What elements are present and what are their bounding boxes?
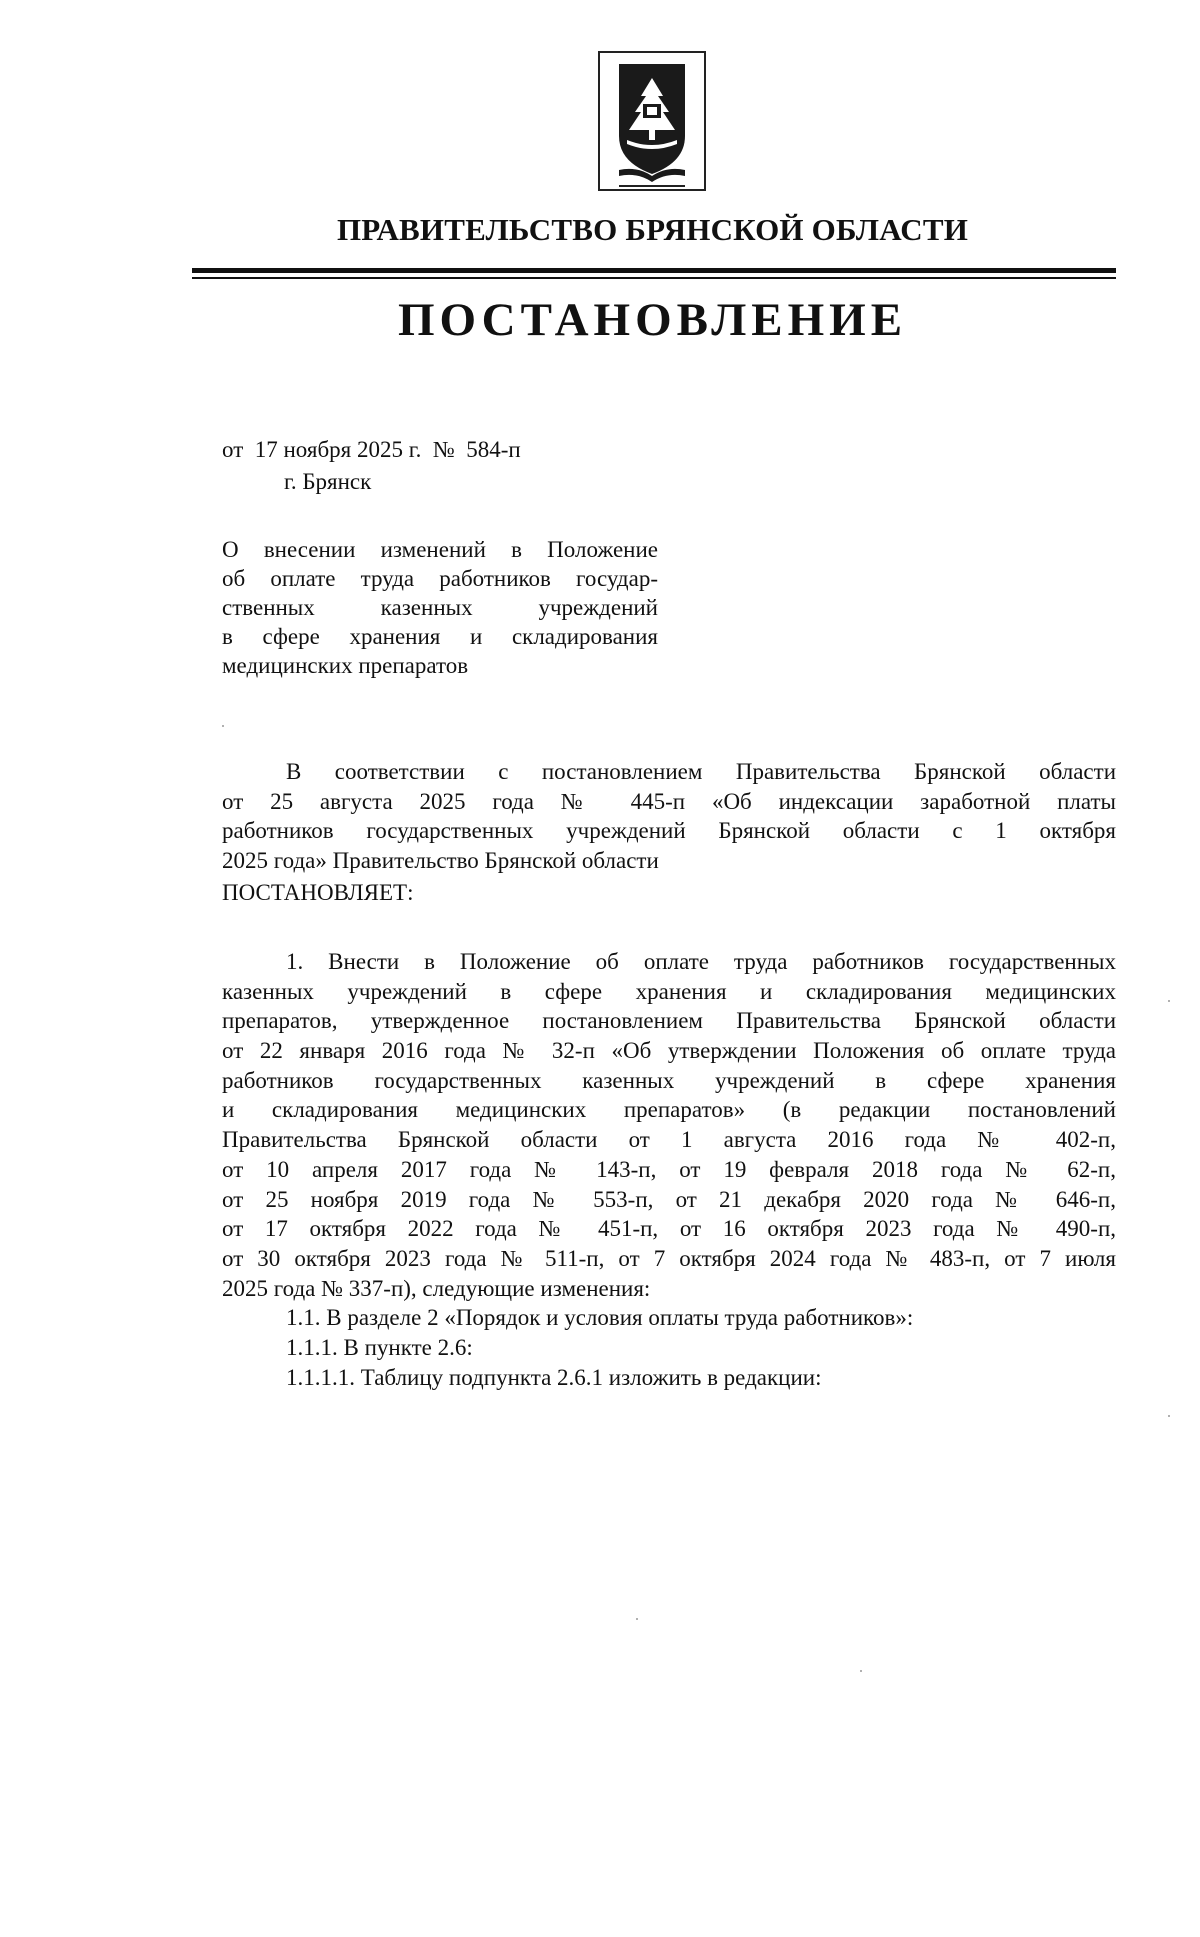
item-1-line: от 30 октября 2023 года № 511-п, от 7 октября 2024 года № 483-п, от 7 июля bbox=[222, 1245, 1116, 1271]
header-rule-thin bbox=[192, 277, 1116, 279]
item-1-line: от 10 апреля 2017 года № 143-п, от 19 февраля 2018 года № 62-п, bbox=[222, 1156, 1116, 1182]
document-type-heading: ПОСТАНОВЛЕНИЕ bbox=[397, 294, 908, 346]
document-subject bbox=[222, 535, 658, 680]
organization-title: ПРАВИТЕЛЬСТВО БРЯНСКОЙ ОБЛАСТИ bbox=[336, 212, 969, 247]
subject-line: О внесении изменений в Положение bbox=[222, 537, 658, 562]
scan-speck bbox=[1168, 1000, 1170, 1002]
preamble-line: В соответствии с постановлением Правительства Брянской области bbox=[286, 759, 1116, 784]
item-1-line: от 25 ноября 2019 года № 553-п, от 21 декабря 2020 года № 646-п, bbox=[222, 1186, 1116, 1212]
preamble-line: от 25 августа 2025 года № 445-п «Об индексации заработной платы bbox=[222, 788, 1116, 814]
scan-speck bbox=[860, 1670, 862, 1672]
item-1-line: от 17 октября 2022 года № 451-п, от 16 октября 2023 года № 490-п, bbox=[222, 1216, 1116, 1242]
item-1-line: Правительства Брянской области от 1 августа 2016 года № 402-п, bbox=[222, 1127, 1116, 1153]
subject-line: в сфере хранения и складирования bbox=[222, 624, 658, 649]
subject-line: об оплате труда работников государ- bbox=[222, 566, 658, 591]
header-rule-thick bbox=[192, 268, 1116, 273]
sub-item-line: 1.1.1.1. Таблицу подпункта 2.6.1 изложить в редакции: bbox=[286, 1364, 822, 1390]
item-1-line: работников государственных казенных учреждений в сфере хранения bbox=[222, 1067, 1116, 1093]
item-1-line: 2025 года № 337-п), следующие изменения: bbox=[222, 1275, 651, 1301]
preamble-line: работников государственных учреждений Брянской области с 1 октября bbox=[222, 818, 1116, 843]
sub-item-line: 1.1. В разделе 2 «Порядок и условия оплаты труда работников»: bbox=[286, 1305, 914, 1331]
document-city: г. Брянск bbox=[284, 469, 372, 494]
item-1-paragraph bbox=[222, 947, 1116, 1392]
scan-speck bbox=[222, 725, 224, 727]
subject-line: ственных казенных учреждений bbox=[222, 595, 658, 620]
preamble-paragraph bbox=[222, 757, 1116, 875]
decree-word bbox=[222, 878, 1116, 908]
scan-speck bbox=[636, 1618, 638, 1620]
preamble-line: 2025 года» Правительство Брянской области bbox=[222, 847, 659, 873]
item-1-line: и складирования медицинских препаратов» (в редакции постановлений bbox=[222, 1097, 1116, 1123]
subject-line: медицинских препаратов bbox=[222, 653, 469, 678]
item-1-line: от 22 января 2016 года № 32-п «Об утверждении Положения об оплате труда bbox=[222, 1038, 1116, 1064]
sub-item-line: 1.1.1. В пункте 2.6: bbox=[286, 1334, 473, 1360]
bryansk-coat-of-arms-icon bbox=[597, 50, 707, 192]
decree-line: ПОСТАНОВЛЯЕТ: bbox=[222, 880, 414, 905]
document-date-number: от 17 ноября 2025 г. № 584-п bbox=[222, 437, 521, 462]
scan-speck bbox=[1168, 1415, 1170, 1417]
item-1-line: 1. Внести в Положение об оплате труда работников государственных bbox=[286, 949, 1116, 974]
item-1-line: казенных учреждений в сфере хранения и складирования медицинских bbox=[222, 978, 1116, 1004]
item-1-line: препаратов, утвержденное постановлением Правительства Брянской области bbox=[222, 1008, 1116, 1034]
